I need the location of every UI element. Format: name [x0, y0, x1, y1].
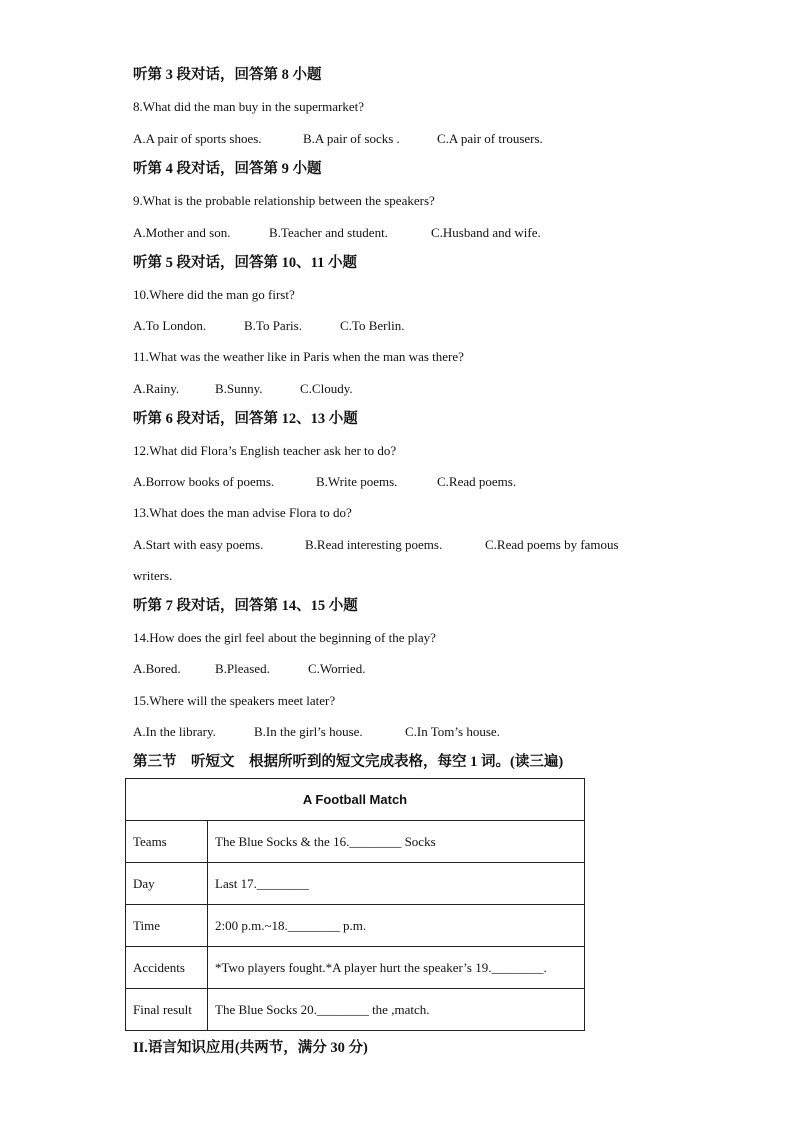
option-13a[interactable]: A.Start with easy poems.: [133, 537, 264, 552]
table-title: A Football Match: [126, 779, 585, 821]
section-heading-4: 听第 4 段对话，回答第 9 小题: [133, 161, 322, 177]
row-content-accidents[interactable]: *Two players fought.*A player hurt the speaker’s 19.________.: [208, 947, 585, 989]
option-11a[interactable]: A.Rainy.: [133, 381, 180, 396]
football-match-table: [125, 778, 585, 1031]
row-label-teams: Teams: [126, 821, 208, 863]
options-9: [133, 225, 541, 241]
question-15: 15.Where will the speakers meet later?: [133, 693, 336, 708]
option-9c[interactable]: C.Husband and wife.: [431, 225, 541, 240]
option-13b[interactable]: B.Read interesting poems.: [305, 537, 443, 552]
options-12: [133, 474, 516, 490]
part3-heading: 第三节 听短文 根据所听到的短文完成表格，每空 1 词。(读三遍): [133, 754, 564, 770]
question-12: 12.What did Flora’s English teacher ask her to do?: [133, 443, 397, 458]
option-9a[interactable]: A.Mother and son.: [133, 225, 231, 240]
option-8c[interactable]: C.A pair of trousers.: [437, 131, 543, 146]
row-content-time[interactable]: 2:00 p.m.~18.________ p.m.: [208, 905, 585, 947]
option-13c[interactable]: C.Read poems by famous: [485, 537, 619, 552]
option-8b[interactable]: B.A pair of socks .: [303, 131, 400, 146]
question-9: 9.What is the probable relationship between the speakers?: [133, 193, 435, 208]
row-content-day[interactable]: Last 17.________: [208, 863, 585, 905]
options-10: [133, 318, 404, 334]
option-8a[interactable]: A.A pair of sports shoes.: [133, 131, 262, 146]
row-label-time: Time: [126, 905, 208, 947]
option-10c[interactable]: C.To Berlin.: [340, 318, 405, 333]
options-8: [133, 131, 543, 147]
section-heading-6: 听第 6 段对话，回答第 12、13 小题: [133, 411, 358, 427]
option-15a[interactable]: A.In the library.: [133, 724, 216, 739]
option-14c[interactable]: C.Worried.: [308, 661, 366, 676]
option-10b[interactable]: B.To Paris.: [244, 318, 302, 333]
row-content-final-result[interactable]: The Blue Socks 20.________ the ,match.: [208, 989, 585, 1031]
option-11c[interactable]: C.Cloudy.: [300, 381, 353, 396]
option-12a[interactable]: A.Borrow books of poems.: [133, 474, 275, 489]
question-10: 10.Where did the man go first?: [133, 287, 295, 302]
table-row: [126, 947, 585, 989]
option-10a[interactable]: A.To London.: [133, 318, 207, 333]
option-15c[interactable]: C.In Tom’s house.: [405, 724, 500, 739]
option-14b[interactable]: B.Pleased.: [215, 661, 270, 676]
row-content-teams[interactable]: The Blue Socks & the 16.________ Socks: [208, 821, 585, 863]
option-9b[interactable]: B.Teacher and student.: [269, 225, 388, 240]
section-heading-7: 听第 7 段对话，回答第 14、15 小题: [133, 598, 358, 614]
question-8: 8.What did the man buy in the supermarket?: [133, 99, 365, 114]
section-heading-5: 听第 5 段对话，回答第 10、11 小题: [133, 255, 357, 271]
option-12c[interactable]: C.Read poems.: [437, 474, 517, 489]
option-12b[interactable]: B.Write poems.: [316, 474, 398, 489]
question-14: 14.How does the girl feel about the beginning of the play?: [133, 630, 436, 645]
row-label-accidents: Accidents: [126, 947, 208, 989]
table-title-row: [126, 779, 585, 821]
option-15b[interactable]: B.In the girl’s house.: [254, 724, 363, 739]
question-11: 11.What was the weather like in Paris when the man was there?: [133, 349, 464, 364]
question-13: 13.What does the man advise Flora to do?: [133, 505, 352, 520]
table-row: [126, 989, 585, 1031]
section-heading-3: 听第 3 段对话，回答第 8 小题: [133, 67, 322, 83]
table-row: [126, 863, 585, 905]
options-13: [133, 537, 619, 553]
options-15: [133, 724, 500, 740]
option-14a[interactable]: A.Bored.: [133, 661, 181, 676]
options-11: [133, 381, 353, 397]
options-14: [133, 661, 365, 677]
table-row: [126, 821, 585, 863]
part2-heading: II.语言知识应用(共两节，满分 30 分): [133, 1040, 368, 1056]
table-row: [126, 905, 585, 947]
row-label-day: Day: [126, 863, 208, 905]
row-label-final-result: Final result: [126, 989, 208, 1031]
option-11b[interactable]: B.Sunny.: [215, 381, 263, 396]
option-13c-continuation: writers.: [133, 568, 173, 583]
